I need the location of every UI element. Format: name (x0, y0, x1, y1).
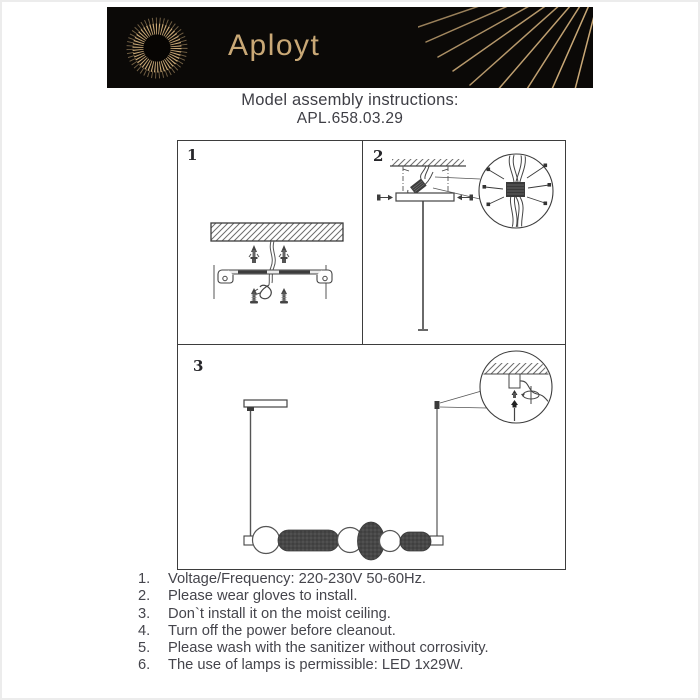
step-2-number: 2 (373, 147, 384, 165)
ray-fan-decoration (418, 7, 593, 88)
item-number: 5. (138, 640, 151, 657)
wire-connector (410, 179, 427, 195)
list-item (138, 640, 578, 657)
item-number: 1. (138, 571, 151, 587)
step-1-number: 1 (187, 146, 198, 164)
step-3-diagram (178, 345, 565, 570)
starburst-icon (125, 16, 189, 80)
step-2-diagram (363, 141, 565, 344)
item-number: 2. (138, 588, 151, 605)
anchor-screw-icon (279, 245, 289, 263)
item-text: Please wash with the sanitizer without corrosivity. (168, 640, 489, 657)
brand-name: Aployt (228, 29, 321, 62)
step-1-diagram (178, 141, 362, 344)
glass-beads (253, 522, 432, 560)
item-text: Voltage/Frequency: 220-230V 50-60Hz. (168, 571, 427, 587)
item-text: Please wear gloves to install. (168, 588, 358, 605)
magnifier-circle (479, 154, 553, 229)
list-item (138, 606, 578, 623)
screw-icon (250, 288, 258, 304)
title-block (0, 91, 700, 128)
assembly-diagram (177, 140, 566, 570)
step-3-panel (178, 344, 565, 570)
step-3-number: 3 (193, 357, 204, 375)
step-2-panel (363, 141, 565, 344)
suspension-cable (435, 401, 440, 536)
list-item (138, 657, 578, 674)
model-number: APL.658.03.29 (296, 110, 404, 127)
item-number: 3. (138, 605, 151, 622)
suspension-rod (418, 201, 428, 330)
item-text: The use of lamps is permissible: LED 1x29W. (168, 657, 464, 674)
ceiling-slab (390, 159, 466, 166)
list-item (138, 571, 578, 588)
item-number: 6. (138, 657, 151, 674)
item-text: Don`t install it on the moist ceiling. (168, 605, 391, 622)
instruction-list (138, 571, 578, 675)
page-title: Model assembly instructions: (241, 91, 459, 109)
anchor-screw-icon (249, 245, 259, 263)
side-screw-icon (377, 195, 393, 201)
list-item (138, 623, 578, 640)
brand-banner (107, 7, 593, 88)
item-number: 4. (138, 622, 151, 639)
ceiling-slab (211, 223, 343, 241)
mounting-bracket (218, 270, 332, 283)
list-item (138, 588, 578, 605)
screw-icon (280, 288, 288, 304)
ceiling-canopy (244, 400, 287, 411)
item-text: Turn off the power before cleanout. (168, 622, 396, 639)
canopy-plate (396, 193, 454, 201)
magnifier-circle (478, 351, 555, 423)
step-1-panel (178, 141, 363, 344)
